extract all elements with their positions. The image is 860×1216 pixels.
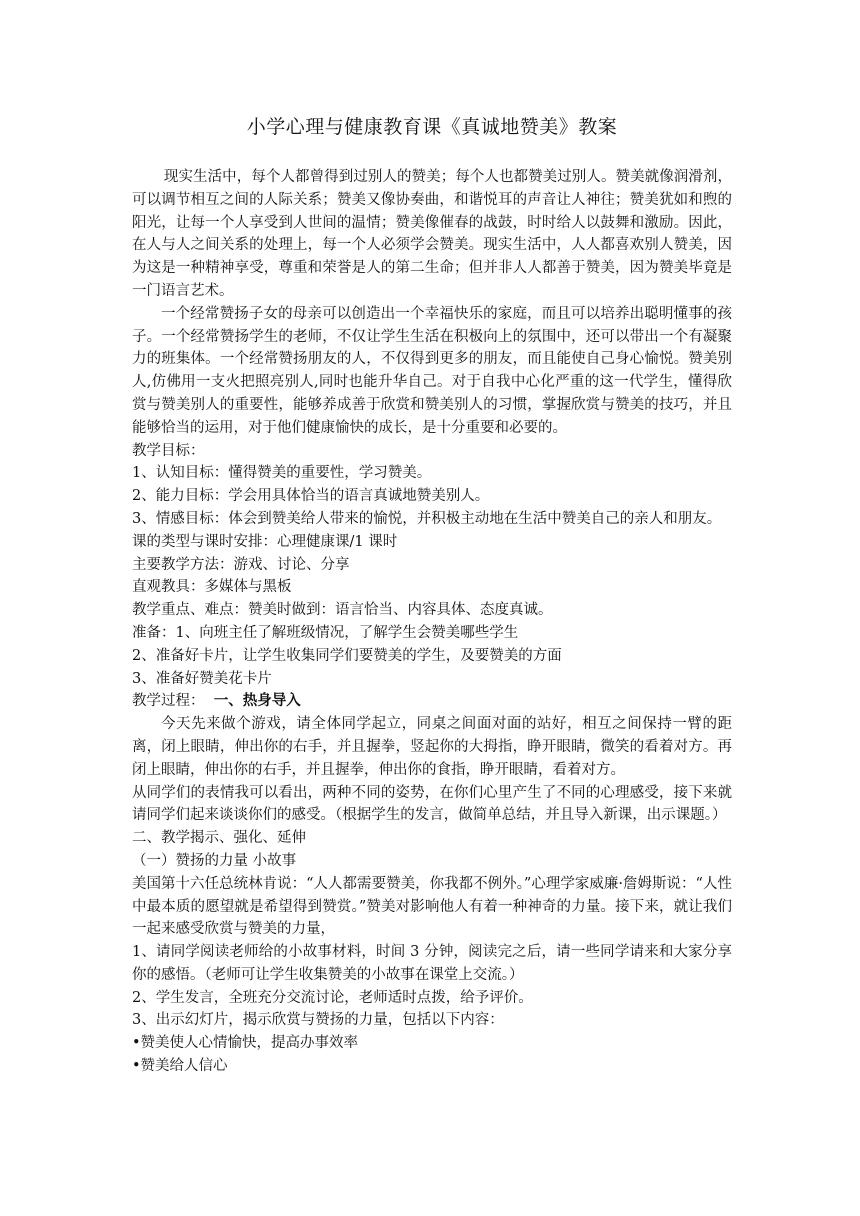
subsection-heading: （一）赞扬的力量 小故事 (132, 852, 297, 869)
warmup-followup: 从同学们的表情我可以看出，两种不同的姿势，在你们心里产生了不同的心理感受，接下来就请同学们起来谈谈你们的感受。（根据学生的发言，做简单总结，并且导入新课，出示课题。） (132, 784, 732, 824)
warmup-paragraph: 今天先来做个游戏，请全体同学起立，同桌之间面对面的站好，相互之间保持一臂的距离，闭上眼睛，伸出你的右手，并且握拳，竖起你的大拇指，睁开眼睛，微笑的看着对方。再闭上眼睛，伸出你的右手，并且握拳，伸出你的食指，睁开眼睛，看着对方。 (132, 716, 732, 778)
intro-paragraph-1: 现实生活中，每个人都曾得到过别人的赞美；每个人也都赞美过别人。赞美就像润滑剂，可以调节相互之间的人际关系；赞美又像协奏曲，和谐悦耳的声音让人神往；赞美犹如和煦的阳光，让每一个人享受到人世间的温情；赞美像催春的战鼓，时时给人以鼓舞和激励。因此，在人与人之间关系的处理上，每一个人必须学会赞美。现实生活中，人人都喜欢别人赞美，因为这是一种精神享受，尊重和荣誉是人的第二生命；但并非人人都善于赞美，因为赞美毕竟是一门语言艺术。 (132, 169, 732, 299)
bullet-item: •赞美给人信心 (132, 1058, 228, 1075)
step-item: 2、学生发言，全班充分交流讨论，老师适时点拨，给予评价。 (132, 989, 533, 1006)
prep-item: 3、准备好赞美花卡片 (132, 670, 272, 687)
document-page (132, 112, 732, 1078)
goal-item: 1、认知目标：懂得赞美的重要性，学习赞美。 (132, 465, 432, 482)
bullet-item: •赞美使人心情愉快，提高办事效率 (132, 1035, 359, 1052)
key-points: 教学重点、难点：赞美时做到：语言恰当、内容具体、态度真诚。 (132, 602, 553, 619)
process-heading (132, 690, 732, 713)
lincoln-paragraph: 美国第十六任总统林肯说：“人人都需要赞美，你我都不例外。”心理学家威廉·詹姆斯说：“人性中最本质的愿望就是希望得到赞赏。”赞美对影响他人有着一种神奇的力量。接下来，就让我们一起来感受欣赏与赞美的力量， (132, 875, 732, 938)
step-item: 1、请同学阅读老师给的小故事材料，时间 3 分钟，阅读完之后，请一些同学请来和大家分享你的感悟。（老师可让学生收集赞美的小故事在课堂上交流。） (132, 944, 732, 983)
process-label: 教学过程： (132, 693, 205, 710)
process-step-warmup: 一、热身导入 (213, 692, 301, 710)
section-heading: 二、教学揭示、强化、延伸 (132, 830, 306, 847)
step-item: 3、出示幻灯片，揭示欣赏与赞扬的力量，包括以下内容： (132, 1012, 504, 1029)
goal-item: 2、能力目标：学会用具体恰当的语言真诚地赞美别人。 (132, 488, 490, 505)
intro-paragraph-2: 一个经常赞扬子女的母亲可以创造出一个幸福快乐的家庭，而且可以培养出聪明懂事的孩子。一个经常赞扬学生的老师，不仅让学生生活在积极向上的氛围中，还可以带出一个有凝聚力的班集体。一个经常赞扬朋友的人，不仅得到更多的朋友，而且能使自己身心愉悦。赞美别人,仿佛用一支火把照亮别人,同时也能升华自己。对于自我中心化严重的这一代学生，懂得欣赏与赞美别人的重要性，能够养成善于欣赏和赞美别人的习惯，掌握欣赏与赞美的技巧，并且能够恰当的运用，对于他们健康愉快的成长，是十分重要和必要的。 (132, 305, 732, 436)
teaching-aids: 直观教具：多媒体与黑板 (132, 579, 292, 596)
teaching-methods: 主要教学方法：游戏、讨论、分享 (132, 556, 350, 573)
document-title: 小学心理与健康教育课《真诚地赞美》教案 (246, 116, 618, 138)
prep-item: 准备：1、向班主任了解班级情况，了解学生会赞美哪些学生 (132, 624, 519, 641)
prep-item: 2、准备好卡片，让学生收集同学们要赞美的学生，及要赞美的方面 (132, 647, 562, 664)
course-type: 课的类型与课时安排：心理健康课/1 课时 (132, 533, 398, 550)
goals-heading: 教学目标： (132, 442, 205, 459)
goal-item: 3、情感目标：体会到赞美给人带来的愉悦，并积极主动地在生活中赞美自己的亲人和朋友。 (132, 510, 722, 527)
